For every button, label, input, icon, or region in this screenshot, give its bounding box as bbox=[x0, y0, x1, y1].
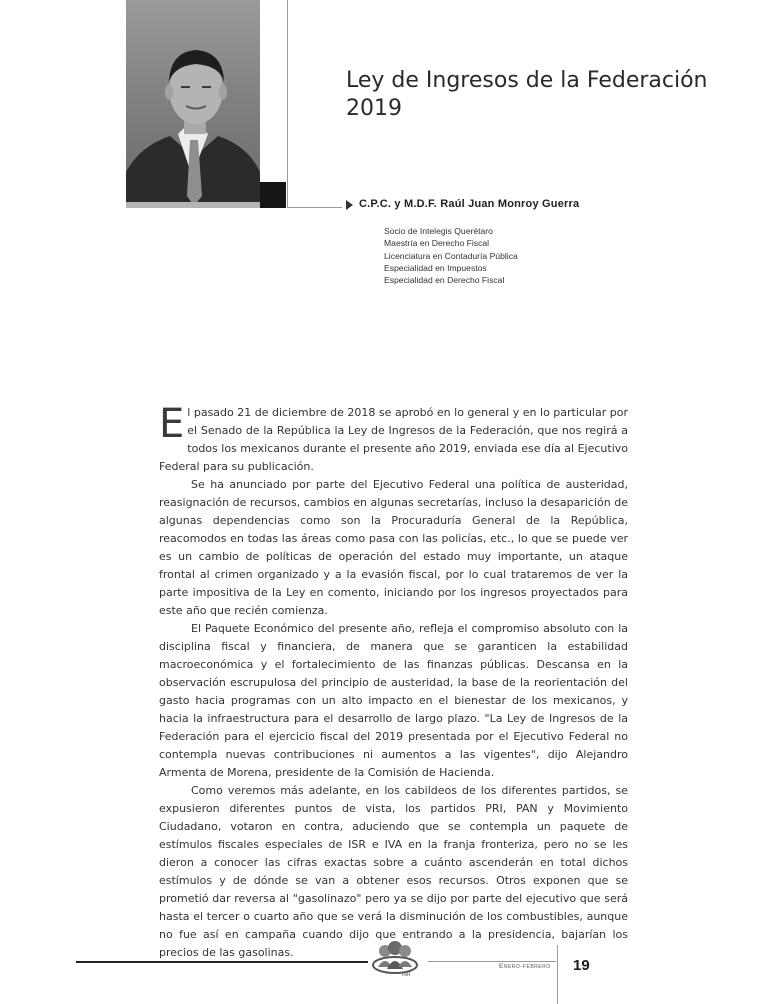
paragraph-1-text: l pasado 21 de diciembre de 2018 se aprobó en lo general y en lo particular por el Senado de la República la Ley de Ingresos de la Federación, que nos regirá a todos los mexicanos durante el presente año 2019, enviada ese día al Ejecutivo Federal para su publicación. bbox=[159, 406, 628, 473]
credential-item: Socio de Intelegis Querétaro bbox=[384, 226, 493, 236]
credential-item: Maestría en Derecho Fiscal bbox=[384, 238, 490, 249]
paragraph-1 bbox=[159, 401, 628, 476]
publisher-logo-icon bbox=[370, 939, 420, 979]
author-credentials bbox=[384, 225, 518, 286]
credential-item: Licenciatura en Contaduría Pública bbox=[384, 250, 518, 261]
header-horizontal-rule bbox=[287, 207, 342, 208]
arrow-right-icon bbox=[346, 200, 353, 210]
footer-vertical-rule bbox=[557, 945, 558, 1004]
author-name: C.P.C. y M.D.F. Raúl Juan Monroy Guerra bbox=[359, 198, 580, 210]
photo-bottom-bar bbox=[126, 202, 260, 208]
issue-label: Enero-febrero bbox=[499, 963, 551, 970]
decorative-block bbox=[260, 182, 286, 208]
drop-cap: E bbox=[159, 401, 185, 447]
page-number: 19 bbox=[573, 957, 590, 974]
header-vertical-rule bbox=[287, 0, 288, 208]
logo-text: INR bbox=[402, 972, 411, 978]
author-photo bbox=[126, 0, 260, 208]
paragraph-2: Se ha anunciado por parte del Ejecutivo Federal una política de austeridad, reasignación de recursos, cambios en algunas secretarías, incluso la desaparición de algunas dependencias como son la Procuraduría General de la República, reacomodos en todas las áreas como pasa con las policías, etc., lo que se puede ver es un cambio de políticas de operación del estado muy importante, un ataque frontal al crimen organizado y a la evasión fiscal, por lo cual trataremos de ver la parte impositiva de la Ley en comento, iniciando por los ingresos proyectados para este año que recién comienza. bbox=[159, 478, 628, 617]
paragraph-4: Como veremos más adelante, en los cabildeos de los diferentes partidos, se expusieron diferentes puntos de vista, los partidos PRI, PAN y Movimiento Ciudadano, votaron en contra, aduciendo que se contempla un paquete de estímulos fiscales especiales de ISR e IVA en la franja fronteriza, pero no se les dieron a conocer las cifras exactas sobre a cuánto ascenderán en total dichos estímulos y de dónde se van a obtener esos recursos. Otros exponen que se prometió dar reversa al "gasolinazo" pero ya se dijo por parte del ejecutivo que será hasta el tercer o cuarto año que se verá la disminución de los combustibles, aunque no fue así en campaña cuando dijo que entrando a la presidencia, bajarían los precios de las gasolinas. bbox=[159, 784, 628, 959]
credential-item: Especialidad en Derecho Fiscal bbox=[384, 275, 505, 286]
article-title-line-2: 2019 bbox=[346, 96, 402, 121]
paragraph-3: El Paquete Económico del presente año, refleja el compromiso absoluto con la disciplina fiscal y financiera, de manera que se garanticen la estabilidad macroeconómica y el fortalecimiento de las finanzas públicas. Descansa en la observación escrupulosa del principio de austeridad, la base de la reorientación del gasto hacia programas con un alto impacto en el bienestar de los mexicanos, y hacia la infraestructura para el desarrollo de largo plazo. "La Ley de Ingresos de la Federación para el ejercicio fiscal del 2019 presentada por el Ejecutivo Federal no contempla nuevas contribuciones ni aumentos a las vigentes", dijo Alejandro Armenta de Morena, presidente de la Comisión de Hacienda. bbox=[159, 622, 628, 779]
footer-rule-right bbox=[428, 961, 556, 962]
credential-item: Especialidad en Impuestos bbox=[384, 262, 487, 273]
article-body bbox=[159, 401, 628, 962]
author-portrait bbox=[126, 0, 260, 208]
footer-rule-left bbox=[76, 961, 368, 963]
article-title-line-1: Ley de Ingresos de la Federación bbox=[346, 68, 708, 93]
article-title bbox=[346, 67, 736, 123]
